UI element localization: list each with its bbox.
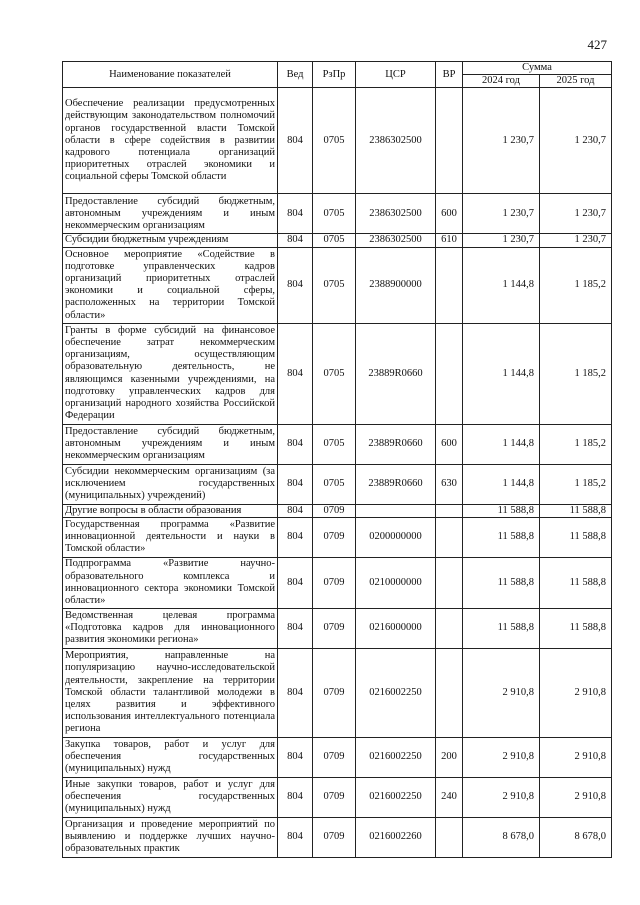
row-vr-cell xyxy=(436,517,463,557)
table-row xyxy=(63,777,612,817)
table-row xyxy=(63,648,612,737)
row-csr-cell: 23889R0660 xyxy=(356,424,436,464)
row-name-cell: Иные закупки товаров, работ и услуг для обеспечения государственных (муниципальных) нужд xyxy=(63,777,278,817)
row-ved-cell: 804 xyxy=(278,608,313,648)
row-vr-cell: 240 xyxy=(436,777,463,817)
row-ved-cell: 804 xyxy=(278,777,313,817)
row-rzpr-cell: 0705 xyxy=(313,247,356,323)
table-row xyxy=(63,88,612,194)
row-vr-cell xyxy=(436,817,463,857)
row-vr-cell: 600 xyxy=(436,194,463,234)
row-ved-cell: 804 xyxy=(278,817,313,857)
row-sum-2025-cell: 1 185,2 xyxy=(540,247,612,323)
header-year-2025: 2025 год xyxy=(540,75,612,88)
row-name-cell: Другие вопросы в области образования xyxy=(63,504,278,517)
budget-table xyxy=(62,61,612,858)
table-row xyxy=(63,608,612,648)
row-csr-cell: 0210000000 xyxy=(356,557,436,608)
table-row xyxy=(63,504,612,517)
row-csr-cell: 2386302500 xyxy=(356,234,436,247)
row-csr-cell: 0216000000 xyxy=(356,608,436,648)
table-row xyxy=(63,194,612,234)
row-vr-cell: 200 xyxy=(436,737,463,777)
row-vr-cell: 600 xyxy=(436,424,463,464)
row-sum-2025-cell: 1 185,2 xyxy=(540,424,612,464)
row-csr-cell: 0216002260 xyxy=(356,817,436,857)
table-body xyxy=(63,88,612,857)
table-header xyxy=(63,62,612,88)
row-vr-cell xyxy=(436,247,463,323)
row-sum-2024-cell: 2 910,8 xyxy=(463,737,540,777)
row-name-cell: Основное мероприятие «Содействие в подготовке управленческих кадров организаций приоритетных отраслей экономики и социальной сферы, расположенных на территории Томской области» xyxy=(63,247,278,323)
row-ved-cell: 804 xyxy=(278,88,313,194)
row-vr-cell xyxy=(436,323,463,424)
row-csr-cell: 23889R0660 xyxy=(356,464,436,504)
row-sum-2024-cell: 11 588,8 xyxy=(463,608,540,648)
header-year-2024: 2024 год xyxy=(463,75,540,88)
header-name: Наименование показателей xyxy=(63,62,278,88)
row-rzpr-cell: 0709 xyxy=(313,737,356,777)
row-sum-2025-cell: 2 910,8 xyxy=(540,737,612,777)
row-csr-cell: 0216002250 xyxy=(356,777,436,817)
row-sum-2025-cell: 11 588,8 xyxy=(540,504,612,517)
row-ved-cell: 804 xyxy=(278,648,313,737)
row-rzpr-cell: 0709 xyxy=(313,504,356,517)
row-sum-2025-cell: 1 185,2 xyxy=(540,464,612,504)
row-sum-2024-cell: 8 678,0 xyxy=(463,817,540,857)
row-sum-2025-cell: 2 910,8 xyxy=(540,777,612,817)
header-ved: Вед xyxy=(278,62,313,88)
row-sum-2024-cell: 1 144,8 xyxy=(463,464,540,504)
table-row xyxy=(63,424,612,464)
row-vr-cell xyxy=(436,88,463,194)
row-ved-cell: 804 xyxy=(278,517,313,557)
row-csr-cell: 0216002250 xyxy=(356,648,436,737)
row-name-cell: Гранты в форме субсидий на финансовое обеспечение затрат некоммерческим организациям, осуществляющим образовательную деятельность, не являющимся казенными учреждениями, на подготовку управленческих кадров для организаций народного хозяйства Российской Федерации xyxy=(63,323,278,424)
row-sum-2025-cell: 1 230,7 xyxy=(540,234,612,247)
row-name-cell: Ведомственная целевая программа «Подготовка кадров для инновационного развития экономики региона» xyxy=(63,608,278,648)
row-ved-cell: 804 xyxy=(278,504,313,517)
row-ved-cell: 804 xyxy=(278,247,313,323)
row-csr-cell: 2386302500 xyxy=(356,88,436,194)
table-row xyxy=(63,323,612,424)
row-ved-cell: 804 xyxy=(278,464,313,504)
header-sum: Сумма xyxy=(463,62,612,75)
row-rzpr-cell: 0709 xyxy=(313,608,356,648)
row-csr-cell: 0200000000 xyxy=(356,517,436,557)
row-rzpr-cell: 0709 xyxy=(313,777,356,817)
row-rzpr-cell: 0705 xyxy=(313,234,356,247)
row-sum-2025-cell: 1 185,2 xyxy=(540,323,612,424)
row-csr-cell xyxy=(356,504,436,517)
row-name-cell: Предоставление субсидий бюджетным, автономным учреждениям и иным некоммерческим организациям xyxy=(63,424,278,464)
row-sum-2024-cell: 1 144,8 xyxy=(463,247,540,323)
row-vr-cell: 630 xyxy=(436,464,463,504)
page-number: 427 xyxy=(587,37,607,52)
row-rzpr-cell: 0705 xyxy=(313,464,356,504)
row-sum-2024-cell: 1 230,7 xyxy=(463,194,540,234)
row-rzpr-cell: 0705 xyxy=(313,424,356,464)
row-ved-cell: 804 xyxy=(278,737,313,777)
row-csr-cell: 0216002250 xyxy=(356,737,436,777)
row-ved-cell: 804 xyxy=(278,234,313,247)
row-sum-2024-cell: 2 910,8 xyxy=(463,777,540,817)
table-row xyxy=(63,557,612,608)
row-sum-2025-cell: 11 588,8 xyxy=(540,517,612,557)
row-vr-cell xyxy=(436,557,463,608)
row-sum-2024-cell: 1 144,8 xyxy=(463,323,540,424)
row-ved-cell: 804 xyxy=(278,557,313,608)
row-vr-cell: 610 xyxy=(436,234,463,247)
row-sum-2025-cell: 1 230,7 xyxy=(540,88,612,194)
row-csr-cell: 23889R0660 xyxy=(356,323,436,424)
row-ved-cell: 804 xyxy=(278,424,313,464)
row-vr-cell xyxy=(436,608,463,648)
row-name-cell: Мероприятия, направленные на популяризацию научно-исследовательской деятельности, закрепление на территории Томской области талантливой молодежи в целях развития и эффективного использования интеллектуального потенциала региона xyxy=(63,648,278,737)
row-sum-2024-cell: 1 144,8 xyxy=(463,424,540,464)
row-name-cell: Обеспечение реализации предусмотренных действующим законодательством полномочий органов государственной власти Томской области в сфере содействия в развитии кадрового потенциала организаций приоритетных отраслей экономики и социальной сферы Томской области xyxy=(63,88,278,194)
row-name-cell: Субсидии бюджетным учреждениям xyxy=(63,234,278,247)
table-row xyxy=(63,817,612,857)
row-rzpr-cell: 0705 xyxy=(313,194,356,234)
row-name-cell: Подпрограмма «Развитие научно-образовательного комплекса и инновационного сектора экономики Томской области» xyxy=(63,557,278,608)
row-csr-cell: 2388900000 xyxy=(356,247,436,323)
row-name-cell: Организация и проведение мероприятий по выявлению и поддержке лучших научно-образовательных практик xyxy=(63,817,278,857)
row-rzpr-cell: 0709 xyxy=(313,648,356,737)
table-row xyxy=(63,464,612,504)
row-csr-cell: 2386302500 xyxy=(356,194,436,234)
row-rzpr-cell: 0709 xyxy=(313,817,356,857)
row-sum-2025-cell: 8 678,0 xyxy=(540,817,612,857)
table-row xyxy=(63,517,612,557)
table-row xyxy=(63,737,612,777)
row-ved-cell: 804 xyxy=(278,323,313,424)
row-rzpr-cell: 0709 xyxy=(313,517,356,557)
header-vr: ВР xyxy=(436,62,463,88)
row-sum-2024-cell: 1 230,7 xyxy=(463,88,540,194)
row-name-cell: Закупка товаров, работ и услуг для обеспечения государственных (муниципальных) нужд xyxy=(63,737,278,777)
row-sum-2024-cell: 2 910,8 xyxy=(463,648,540,737)
row-rzpr-cell: 0705 xyxy=(313,323,356,424)
row-sum-2025-cell: 11 588,8 xyxy=(540,557,612,608)
row-vr-cell xyxy=(436,504,463,517)
row-name-cell: Предоставление субсидий бюджетным, автономным учреждениям и иным некоммерческим организациям xyxy=(63,194,278,234)
row-sum-2025-cell: 2 910,8 xyxy=(540,648,612,737)
row-name-cell: Субсидии некоммерческим организациям (за исключением государственных (муниципальных) учреждений) xyxy=(63,464,278,504)
header-rzpr: РзПр xyxy=(313,62,356,88)
row-sum-2025-cell: 1 230,7 xyxy=(540,194,612,234)
row-ved-cell: 804 xyxy=(278,194,313,234)
table-row xyxy=(63,247,612,323)
row-sum-2024-cell: 11 588,8 xyxy=(463,557,540,608)
row-vr-cell xyxy=(436,648,463,737)
row-rzpr-cell: 0709 xyxy=(313,557,356,608)
row-sum-2024-cell: 11 588,8 xyxy=(463,517,540,557)
table-row xyxy=(63,234,612,247)
row-rzpr-cell: 0705 xyxy=(313,88,356,194)
row-sum-2024-cell: 11 588,8 xyxy=(463,504,540,517)
row-sum-2025-cell: 11 588,8 xyxy=(540,608,612,648)
row-sum-2024-cell: 1 230,7 xyxy=(463,234,540,247)
header-csr: ЦСР xyxy=(356,62,436,88)
row-name-cell: Государственная программа «Развитие инновационной деятельности и науки в Томской области» xyxy=(63,517,278,557)
